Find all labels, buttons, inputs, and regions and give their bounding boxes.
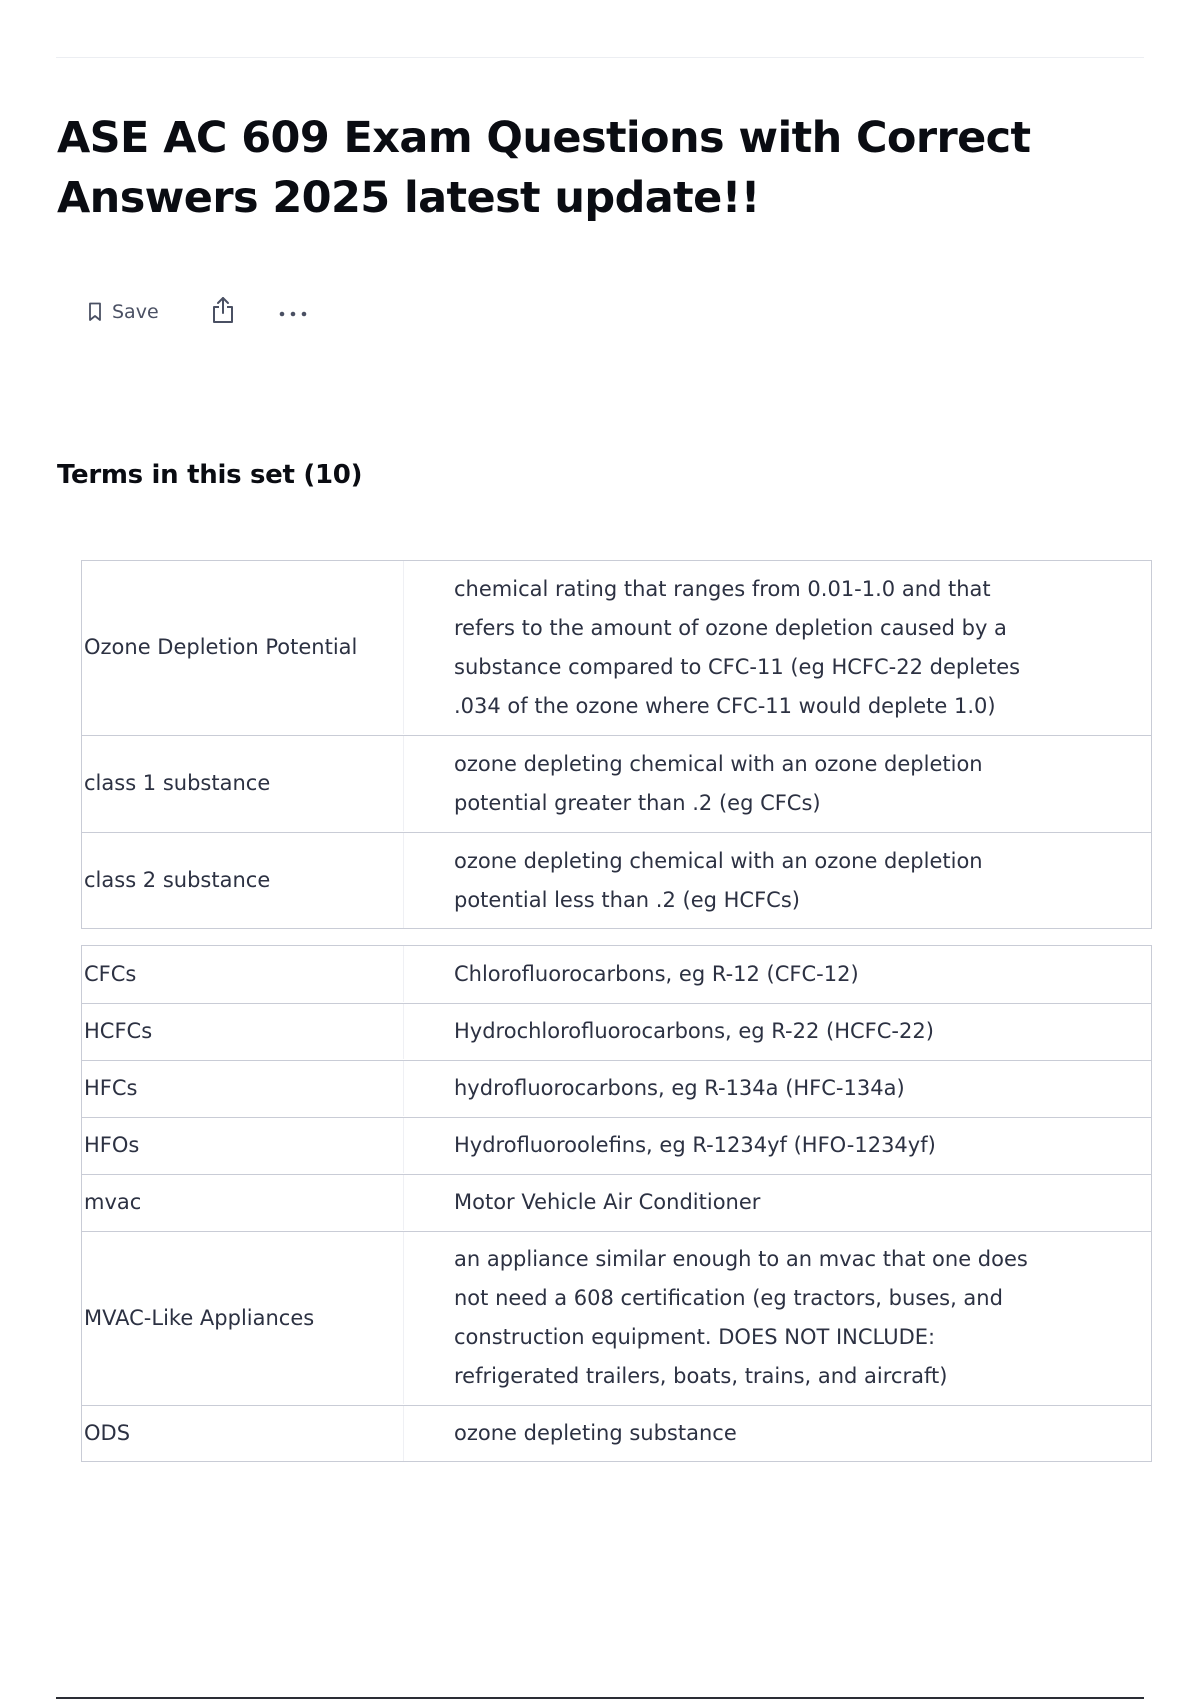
action-bar <box>84 290 313 334</box>
definition-cell: Chlorofluorocarbons, eg R-12 (CFC-12) <box>454 961 859 986</box>
term-cell: HFOs <box>82 1118 404 1173</box>
share-icon <box>210 295 236 329</box>
table-row <box>82 1174 1151 1230</box>
table-row <box>82 946 1151 1002</box>
table-row <box>82 832 1151 928</box>
table-row <box>82 1003 1151 1059</box>
definition-cell: an appliance similar enough to an mvac that one does not need a 608 certification (eg tractors, buses, and construction equipment. DOES NOT INCLUDE: refrigerated trailers, boats, trains, and aircraft) <box>454 1247 1028 1388</box>
definition-cell: Hydrochlorofluorocarbons, eg R-22 (HCFC-22) <box>454 1019 934 1043</box>
table-row <box>82 561 1151 734</box>
definition-cell: ozone depleting chemical with an ozone depletion potential less than .2 (eg HCFCs) <box>454 848 983 912</box>
term-cell: mvac <box>82 1175 404 1230</box>
table-row <box>82 735 1151 831</box>
table-row <box>82 1060 1151 1116</box>
page-title: ASE AC 609 Exam Questions with Correct Answers 2025 latest update!! <box>57 113 1031 223</box>
table-row <box>82 1405 1151 1461</box>
terms-block <box>81 945 1152 1462</box>
save-button[interactable] <box>84 292 163 332</box>
definition-cell: ozone depleting substance <box>454 1421 737 1445</box>
definition-cell: Motor Vehicle Air Conditioner <box>454 1190 761 1214</box>
bottom-divider <box>56 1697 1144 1699</box>
terms-block <box>81 560 1152 929</box>
definition-cell: ozone depleting chemical with an ozone depletion potential greater than .2 (eg CFCs) <box>454 751 983 815</box>
term-cell: Ozone Depletion Potential <box>82 561 404 734</box>
definition-cell: hydrofluorocarbons, eg R-134a (HFC-134a) <box>454 1076 905 1100</box>
table-row <box>82 1117 1151 1173</box>
term-cell: HCFCs <box>82 1004 404 1059</box>
more-options-button[interactable] <box>273 292 313 332</box>
top-divider <box>56 57 1144 58</box>
table-row <box>82 1231 1151 1404</box>
share-button[interactable] <box>203 292 243 332</box>
definition-cell: Hydrofluoroolefins, eg R-1234yf (HFO-1234yf) <box>454 1133 936 1157</box>
term-cell: HFCs <box>82 1061 404 1116</box>
term-cell: CFCs <box>82 946 404 1002</box>
bookmark-icon <box>88 302 102 322</box>
terms-heading: Terms in this set (10) <box>57 460 363 490</box>
term-cell: ODS <box>82 1406 404 1461</box>
save-label: Save <box>112 301 159 323</box>
term-cell: class 2 substance <box>82 833 404 928</box>
term-cell: MVAC-Like Appliances <box>82 1232 404 1404</box>
terms-table <box>81 560 1152 1462</box>
term-cell: class 1 substance <box>82 736 404 831</box>
definition-cell: chemical rating that ranges from 0.01-1.0 and that refers to the amount of ozone depletion caused by a substance compared to CFC-11 (eg HCFC-22 depletes .034 of the ozone where CFC-11 would deplete 1.0) <box>454 576 1021 718</box>
more-horizontal-icon <box>278 303 308 322</box>
